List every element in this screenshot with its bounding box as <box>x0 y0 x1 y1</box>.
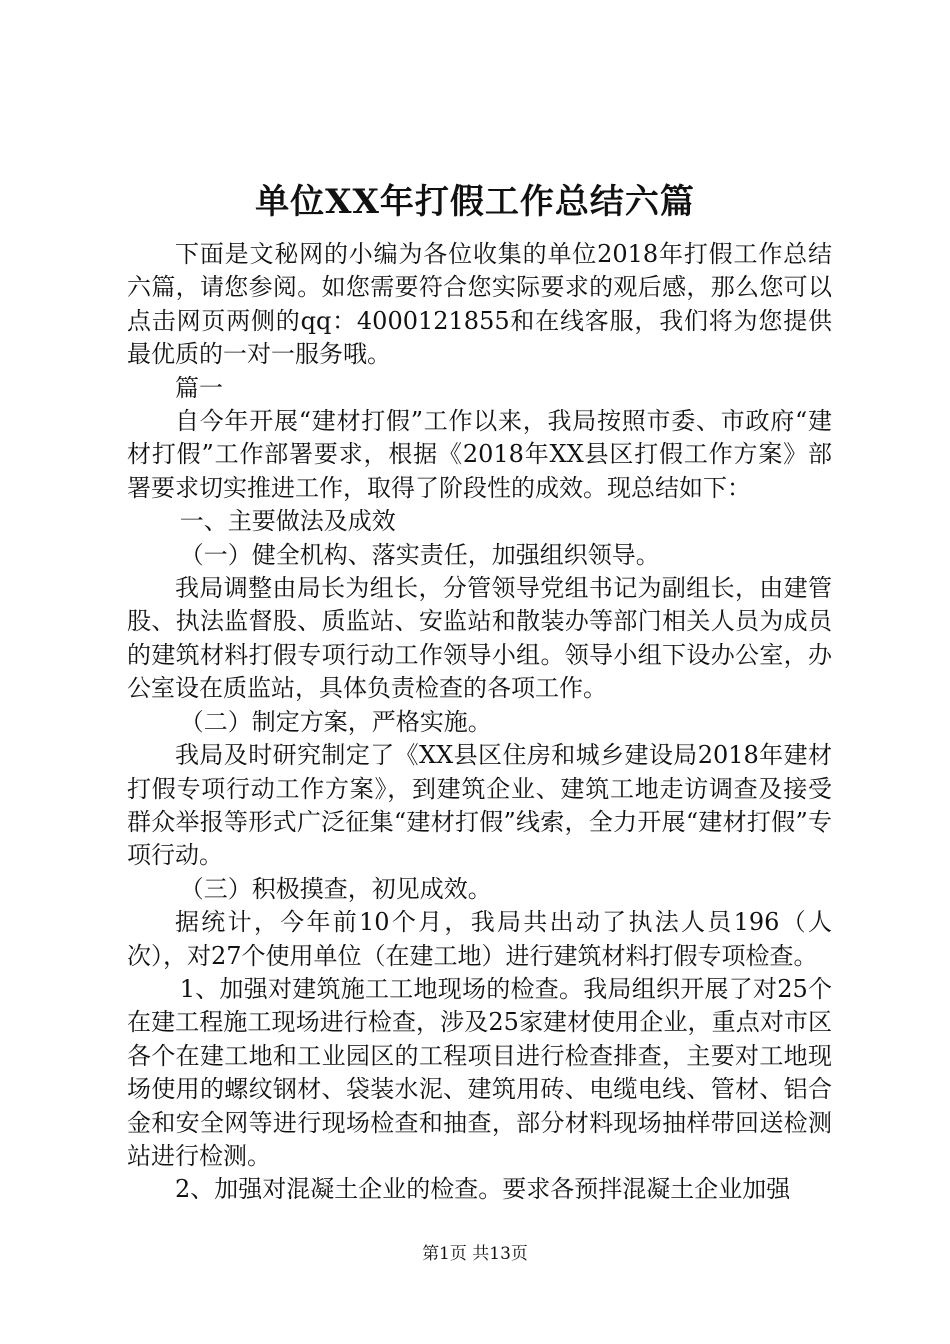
body-paragraph: 1、加强对建筑施工工地现场的检查。我局组织开展了对25个在建工程施工现场进行检查，涉及25家建材使用企业，重点对市区各个在建工地和工业园区的工程项目进行检查排查，主要对工地现场使用的螺纹钢材、袋装水泥、建筑用砖、电缆电线、管材、铝合金和安全网等进行现场检查和抽查，部分材料现场抽样带回送检测站进行检测。 <box>127 974 832 1170</box>
body-paragraph: 我局调整由局长为组长，分管领导党组书记为副组长，由建管股、执法监督股、质监站、安监站和散装办等部门相关人员为成员的建筑材料打假专项行动工作领导小组。领导小组下设办公室，办公室设在质监站，具体负责检查的各项工作。 <box>127 574 832 703</box>
intro-paragraph: 下面是文秘网的小编为各位收集的单位2018年打假工作总结六篇，请您参阅。如您需要符合您实际要求的观后感，那么您可以点击网页两侧的qq：4000121855和在线客服，我们将为您提供最优质的一对一服务哦。 <box>127 240 832 369</box>
subsection-heading: （一）健全机构、落实责任，加强组织领导。 <box>179 540 660 569</box>
document-title: 单位XX年打假工作总结六篇 <box>255 182 695 222</box>
document-body <box>127 238 832 1207</box>
subsection-heading: （二）制定方案，严格实施。 <box>179 707 492 736</box>
section-label: 篇一 <box>175 373 223 402</box>
body-paragraph: 自今年开展“建材打假”工作以来，我局按照市委、市政府“建材打假”工作部署要求，根据《2018年XX县区打假工作方案》部署要求切实推进工作，取得了阶段性的成效。现总结如下： <box>127 407 832 502</box>
section-heading: 一、主要做法及成效 <box>179 507 396 536</box>
subsection-heading: （三）积极摸查，初见成效。 <box>179 874 492 903</box>
page-footer: 第1页 共13页 <box>422 1244 528 1264</box>
body-paragraph: 2、加强对混凝土企业的检查。要求各预拌混凝土企业加强 <box>175 1175 791 1204</box>
body-paragraph: 据统计，今年前10个月，我局共出动了执法人员196（人次），对27个使用单位（在建工地）进行建筑材料打假专项检查。 <box>127 908 832 970</box>
body-paragraph: 我局及时研究制定了《XX县区住房和城乡建设局2018年建材打假专项行动工作方案》，到建筑企业、建筑工地走访调查及接受群众举报等形式广泛征集“建材打假”线索，全力开展“建材打假”专项行动。 <box>127 741 832 870</box>
